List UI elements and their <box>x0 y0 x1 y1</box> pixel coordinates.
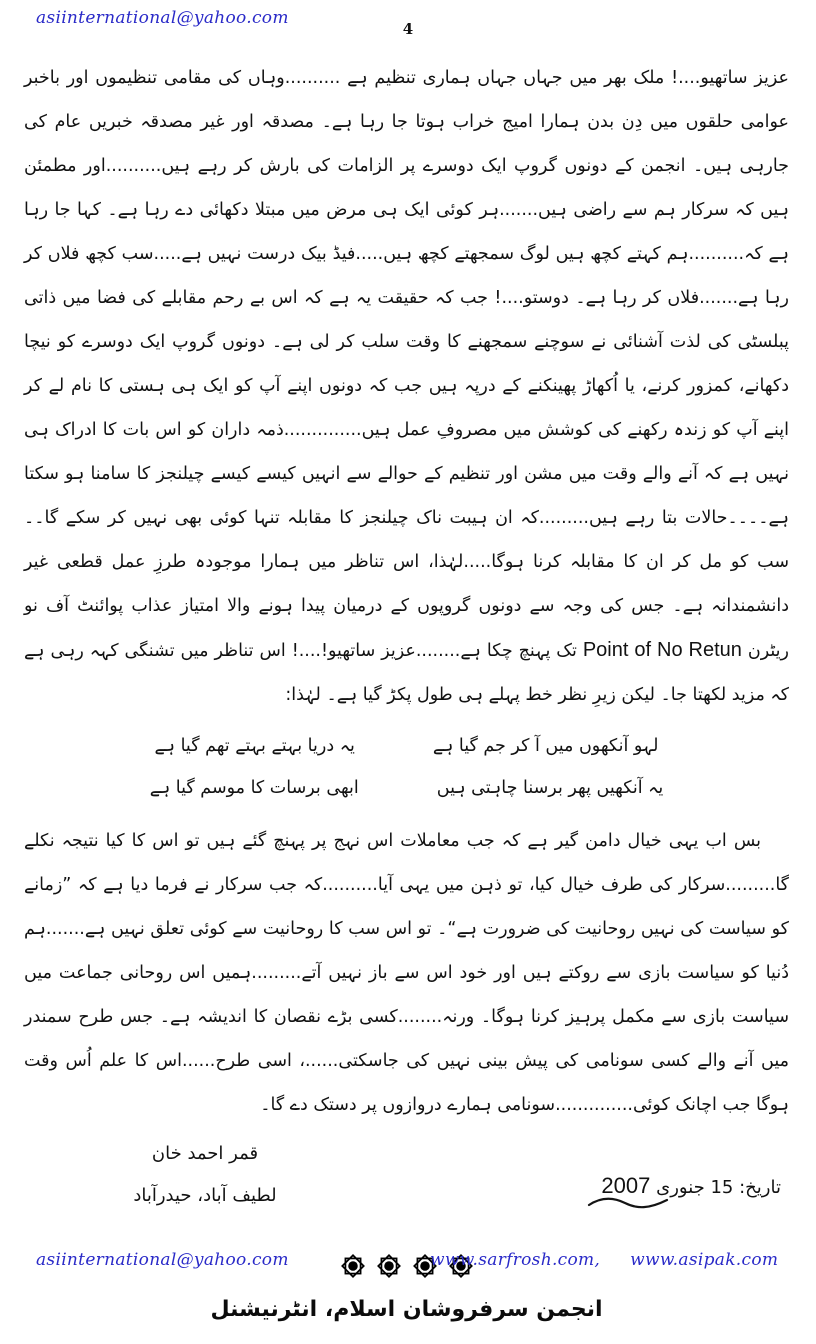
couplet-line-2-second-hemistich: ابھی برسات کا موسم گیا ہے <box>149 778 359 798</box>
couplet-line-1-first-hemistich: لہو آنکھوں میں آ کر جم گیا ہے <box>432 736 659 756</box>
footer-website-sarfrosh: www.sarfrosh.com, <box>430 1250 601 1270</box>
date-year-value: 2007 <box>601 1173 651 1198</box>
signature-and-date-block <box>24 1131 789 1249</box>
signature-name: قمر احمد خان <box>151 1143 259 1164</box>
paragraph-2-text: بس اب یہی خیال دامن گیر ہے کہ جب معاملات اس نہج پر پہنچ گئے ہیں تو اس کا کیا نتیجہ نکلے گا.........سرکار کی طرف خیال کیا، تو ذہن میں یہی آیا..........کہ جب سرکار نے فرما دیا ہے کہ ”زمانے کو سیاست کی نہیں روحانیت کی ضرورت ہے“۔ تو اس سب کا روحانیت سے کوئی تعلق نہیں ہے.......ہم دُنیا کو سیاست بازی سے روکتے ہیں اور خود اس سے باز نہیں آتے.........ہمیں اس روحانی جماعت میں سیاست بازی سے مکمل پرہیز کرنا ہوگا۔ ورنہ........کسی بڑے نقصان کا اندیشہ ہے۔ جس طرح سمندر میں آنے والے کسی سونامی کی پیش بینی نہیں کی جاسکتی......، اسی طرح......اس کا علم اُس وقت ہوگا جب اچانک کوئی..............سونامی ہمارے دروازوں پر دستک دے گا۔ <box>24 831 789 1115</box>
organization-title: انجمن سرفروشان اسلام، انٹرنیشنل <box>210 1297 603 1322</box>
couplet-line-1 <box>24 725 789 767</box>
footer-website-asipak: www.asipak.com <box>630 1250 779 1270</box>
paragraph-1 <box>24 56 789 717</box>
paragraph-1-text-before: عزیز ساتھیو....! ملک بھر میں جہاں جہاں ہماری تنظیم ہے ..........وہاں کی مقامی تنظیموں اور باخبر عوامی حلقوں میں دِن بدن ہمارا امیج خراب ہوتا جا رہا ہے۔ مصدقہ اور غیر مصدقہ خبریں عام کی جارہی ہیں۔ انجمن کے دونوں گروپ ایک دوسرے پر الزامات کی بارش کر رہے ہیں..........اور مطمئن ہیں کہ سرکار ہم سے راضی ہیں.......ہر کوئی ایک ہی مرض میں مبتلا دکھائی دے رہا ہے۔ کہا جا رہا ہے کہ..........ہم کہتے کچھ ہیں لوگ سمجھتے کچھ ہیں.....فیڈ بیک درست نہیں ہے.....سب کچھ فلاں کر رہا ہے.......فلاں کر رہا ہے۔ دوستو....! جب کہ حقیقت یہ ہے کہ اس بے رحم مقابلے کی فضا میں ذاتی پبلسٹی کی لذت آشنائی نے سوچنے سمجھنے کا وقت سلب کر لی ہے۔ دونوں گروپ ایک دوسرے کو نیچا دکھانے، کمزور کرنے، یا اُکھاڑ پھینکنے کے درپہ ہیں جب کہ دونوں اپنے آپ کو ایک ہی ہستی کا نام لے کر اپنے آپ کو زندہ رکھنے کی کوشش میں مصروفِ عمل ہیں..............ذمہ داران کو اس بات کا ادراک ہی نہیں ہے کہ آنے والے وقت میں مشن اور تنظیم کے حوالے سے انہیں کیسے کیسے چیلنجز کا سامنا ہو سکتا ہے۔۔۔۔حالات بتا رہے ہیں.........کہ ان ہیبت ناک چیلنجز کا مقابلہ تنہا کوئی بھی نہیں کر سکے گا۔۔ سب کو مل کر ان کا مقابلہ کرنا ہوگا.....لہٰذا، اس تناظر میں ہمارا موجودہ طرزِ عمل قطعی غیر دانشمندانہ ہے۔ جس کی وجہ سے دونوں گروپوں کے درمیان پیدا ہونے والا امتیاز عذاب پوائنٹ آف نو ریٹرن <box>24 68 790 661</box>
signature-block <box>90 1133 320 1217</box>
header-email: asiinternational@yahoo.com <box>36 8 289 28</box>
date-label: تاریخ: 15 جنوری <box>656 1177 781 1198</box>
letter-body <box>24 56 789 1322</box>
page-number: 4 <box>402 20 414 38</box>
paragraph-2 <box>24 819 789 1127</box>
signature-city: لطیف آباد، حیدرآباد <box>133 1185 277 1206</box>
couplet-verse <box>24 725 789 809</box>
page-footer <box>0 1250 816 1280</box>
footer-email: asiinternational@yahoo.com <box>36 1250 289 1270</box>
paragraph-1-text-after: تک پہنچ چکا ہے........عزیز ساتھیو!....! اس تناظر میں تشنگی کہہ رہی ہے کہ مزید لکھتا جا۔ لیکن زیرِ نظر خط پہلے ہی طول پکڑ گیا ہے۔ لہٰذا: <box>24 641 789 705</box>
couplet-line-1-second-hemistich: یہ دریا بہتے بہتے تھم گیا ہے <box>154 736 355 756</box>
date-year <box>601 1175 650 1197</box>
footer-websites <box>430 1250 778 1270</box>
date-line <box>599 1175 781 1198</box>
english-phrase-point-of-no-return: Point of No Retun <box>582 639 742 661</box>
couplet-line-2-first-hemistich: یہ آنکھیں پھر برسنا چاہتی ہیں <box>436 778 664 798</box>
year-underline-swash <box>587 1195 669 1209</box>
couplet-line-2 <box>24 767 789 809</box>
